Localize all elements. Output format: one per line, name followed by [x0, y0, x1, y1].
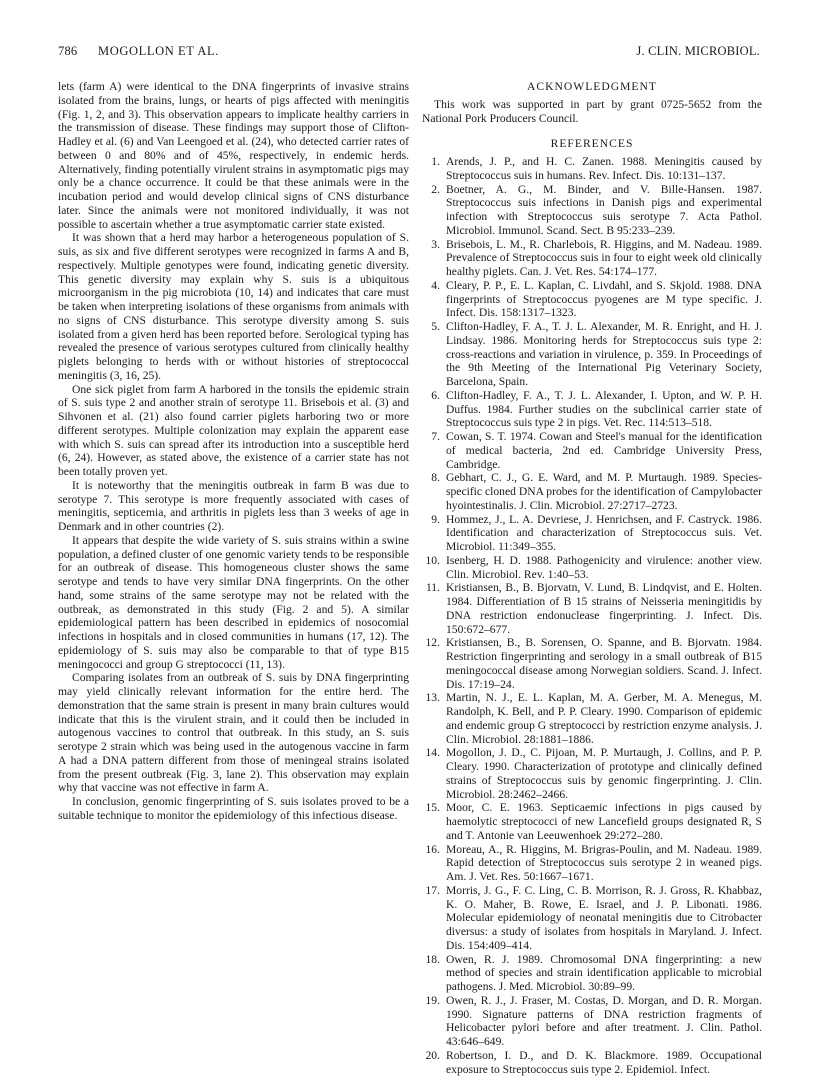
reference-text: Robertson, I. D., and D. K. Blackmore. 1989. Occupational exposure to Streptococcus suis type 2. Epidemiol. Infect. — [446, 1048, 762, 1076]
reference-text: Arends, J. P., and H. C. Zanen. 1988. Meningitis caused by Streptococcus suis in humans. Rev. Infect. Dis. 10:131–137. — [446, 155, 762, 182]
body-paragraph: In conclusion, genomic fingerprinting of S. suis isolates proved to be a suitable technique to monitor the epidemiology of this infectious disease. — [58, 795, 409, 822]
reference-text: Brisebois, L. M., R. Charlebois, R. Higgins, and M. Nadeau. 1989. Prevalence of Streptococcus suis in four to eight week old clinically healthy piglets. Can. J. Vet. Res. 54:174–177. — [446, 237, 762, 278]
reference-item — [422, 884, 762, 953]
reference-item — [422, 636, 762, 691]
left-column — [58, 80, 409, 823]
reference-number: 6. — [431, 388, 440, 402]
reference-text: Cowan, S. T. 1974. Cowan and Steel's manual for the identification of medical bacteria, 2nd ed. Cambridge University Press, Cambridge. — [446, 430, 762, 471]
reference-text: Martin, N. J., E. L. Kaplan, M. A. Gerber, M. A. Menegus, M. Randolph, K. Bell, and P. P. Cleary. 1990. Comparison of epidemic and endemic group G streptococci by restriction enzyme analysis. J. Clin. Microbiol. 28:1881–1886. — [446, 691, 762, 746]
reference-list — [422, 155, 762, 1076]
reference-number: 20. — [425, 1048, 440, 1062]
body-paragraph: One sick piglet from farm A harbored in the tonsils the epidemic strain of S. suis type 2 and another strain of serotype 11. Brisebois et al. (3) and Sihvonen et al. (21) also found carrier piglets harboring two or more different serotypes. Multiple colonization may explain the apparent ease with which S. suis can spread after its introduction into a susceptible herd (6, 24). However, as stated above, the existence of a carrier state has not been totally proven yet. — [58, 382, 409, 478]
reference-item — [422, 554, 762, 582]
reference-number: 3. — [431, 237, 440, 251]
reference-number: 17. — [425, 883, 440, 897]
reference-item — [422, 279, 762, 320]
reference-number: 2. — [431, 182, 440, 196]
reference-item — [422, 843, 762, 884]
acknowledgment-text: This work was supported in part by grant 0725-5652 from the National Pork Producers Council. — [422, 97, 762, 125]
reference-text: Owen, R. J., J. Fraser, M. Costas, D. Morgan, and D. R. Morgan. 1990. Signature patterns of DNA restriction fragments of Helicobacter pylori before and after treatment. J. Clin. Pathol. 43:646–649. — [446, 993, 762, 1048]
reference-number: 15. — [425, 801, 440, 815]
references-heading: REFERENCES — [550, 137, 634, 151]
reference-text: Owen, R. J. 1989. Chromosomal DNA fingerprinting: a new method of species and strain identification applicable to microbial pathogens. J. Med. Microbiol. 30:89–99. — [446, 952, 762, 993]
reference-number: 14. — [425, 746, 440, 760]
body-paragraph: Comparing isolates from an outbreak of S. suis by DNA fingerprinting may yield clinically relevant information for the entire herd. The demonstration that the same strain is present in many brain cultures would indicate that this is the virulent strain, and it could then be included in autogenous vaccines to control that outbreak. In this study, an S. suis serotype 2 strain which was being used in the autogenous vaccine in farm A had a DNA pattern different from those of meningeal strains isolated from the present outbreak (Fig. 3, lane 2). This observation may explain why that vaccine was not effective in farm A. — [58, 671, 409, 795]
page-number: 786 — [58, 44, 78, 58]
reference-number: 4. — [431, 278, 440, 292]
reference-text: Mogollon, J. D., C. Pijoan, M. P. Murtaugh, J. Collins, and P. P. Cleary. 1990. Characterization of prototype and clinically defined strains of Streptococcus suis by genomic fingerprinting. J. Clin. Microbiol. 28:2462–2466. — [446, 746, 762, 801]
reference-text: Isenberg, H. D. 1988. Pathogenicity and virulence: another view. Clin. Microbiol. Rev. 1:40–53. — [446, 553, 762, 581]
body-paragraph: It appears that despite the wide variety of S. suis strains within a swine population, a defined cluster of one genomic variety tends to be responsible for an outbreak of disease. This homogeneous cluster shows the same serotype and tends to have very similar DNA fingerprints. On the other hand, some strains of the same serotype may not be related with the outbreak, as demonstrated in this study (Fig. 2 and 5). A similar epidemiological pattern has been described in epidemics of nosocomial infections in hospitals and in closed communities in humans (17, 12). The epidemiology of S. suis may also be comparable to that of type B15 meningococci and group G streptococci (11, 13). — [58, 533, 409, 671]
reference-number: 1. — [431, 155, 440, 168]
reference-item — [422, 430, 762, 471]
reference-number: 19. — [425, 993, 440, 1007]
reference-text: Hommez, J., L. A. Devriese, J. Henrichsen, and F. Castryck. 1986. Identification and characterization of Streptococcus suis. Vet. Microbiol. 11:349–355. — [446, 512, 762, 553]
reference-text: Clifton-Hadley, F. A., T. J. L. Alexander, M. R. Enright, and H. J. Lindsay. 1986. Monitoring herds for Streptococcus suis type 2: cross-reactions and variation in virulence, p. 359. In Proceedings of the 9th Meeting of the International Pig Veterinary Society, Barcelona, Spain. — [446, 320, 762, 388]
reference-number: 10. — [425, 553, 440, 567]
body-paragraph: It is noteworthy that the meningitis outbreak in farm B was due to serotype 7. This serotype is more frequently associated with cases of meningitis, septicemia, and arthritis in piglets less than 3 weeks of age in Denmark and in other countries (2). — [58, 478, 409, 533]
reference-text: Moor, C. E. 1963. Septicaemic infections in pigs caused by haemolytic streptococci of new Lancefield groups designated R, S and T. Antonie van Leeuwenhoek 29:272–280. — [446, 801, 762, 842]
body-paragraph: It was shown that a herd may harbor a heterogeneous population of S. suis, as six and five different serotypes were recognized in farms A and B, respectively. Multiple genotypes were found, indicating genetic diversity. This genetic diversity may explain why S. suis is a ubiquitous microorganism in the pig microbiota (10, 14) and indicates that care must be taken when interpreting isolations of these organisms from animals with no signs of CNS disturbance. This serotype diversity among S. suis isolated from a given herd has been reported before. Serological typing has revealed the presence of various serotypes cultured from clinically healthy piglets belonging to herds with or without histories of streptococcal meningitis (3, 16, 25). — [58, 231, 409, 382]
acknowledgment-heading: ACKNOWLEDGMENT — [527, 80, 657, 93]
reference-text: Cleary, P. P., E. L. Kaplan, C. Livdahl, and S. Skjold. 1988. DNA fingerprints of Streptococcus pyogenes are M type specific. J. Infect. Dis. 158:1317–1323. — [446, 278, 762, 320]
reference-item — [422, 801, 762, 842]
reference-number: 18. — [425, 952, 440, 966]
reference-item — [422, 994, 762, 1049]
reference-number: 16. — [425, 842, 440, 856]
reference-item — [422, 953, 762, 994]
running-authors: MOGOLLON ET AL. — [98, 44, 219, 58]
reference-text: Clifton-Hadley, F. A., T. J. L. Alexander, I. Upton, and W. P. H. Duffus. 1984. Further studies on the subclinical carrier state of Streptococcus suis type 2 in pigs. Vet. Rec. 114:513–518. — [446, 388, 762, 430]
reference-text: Kristiansen, B., B. Sorensen, O. Spanne, and B. Bjorvatn. 1984. Restriction fingerprinting and serology in a small outbreak of B15 meningococcal disease among Norwegian soldiers. Scand. J. Infect. Dis. 17:19–24. — [446, 636, 762, 691]
reference-text: Boetner, A. G., M. Binder, and V. Bille-Hansen. 1987. Streptococcus suis infections in Danish pigs and experimental infection with Streptococcus suis serotype 7. Acta Pathol. Microbiol. Immunol. Scand. Sect. B 95:233–239. — [446, 182, 762, 237]
reference-item — [422, 183, 762, 238]
reference-item — [422, 1049, 762, 1077]
reference-text: Kristiansen, B., B. Bjorvatn, V. Lund, B. Lindqvist, and E. Holten. 1984. Differentiation of B 15 strains of Neisseria meningitidis by DNA restriction endonuclease fingerprinting. J. Infect. Dis. 150:672–677. — [446, 581, 762, 636]
reference-number: 8. — [431, 471, 440, 485]
reference-number: 11. — [425, 581, 440, 595]
reference-number: 5. — [431, 320, 440, 333]
reference-item — [422, 471, 762, 512]
reference-item — [422, 238, 762, 279]
reference-item — [422, 320, 762, 389]
body-paragraph: lets (farm A) were identical to the DNA fingerprints of invasive strains isolated from the brains, lungs, or hearts of pigs affected with meningitis (Fig. 1, 2, and 3). This observation appears to implicate healthy carriers in the transmission of disease. These findings may support those of Clifton-Hadley et al. (6) and Van Leengoed et al. (24), who detected carrier rates of between 0 and 80% and of 45%, respectively, in endemic herds. Alternatively, finding potentially virulent strains in asymptomatic pigs may only be a chance occurrence. It could be that these animals were in the incubation period and would develop clinical signs of CNS disturbance later. Since the animals were not monitored individually, it was not possible to ascertain whether a true asymptomatic carrier state existed. — [58, 80, 409, 231]
reference-number: 7. — [431, 430, 440, 443]
reference-text: Gebhart, C. J., G. E. Ward, and M. P. Murtaugh. 1989. Species-specific cloned DNA probes for the identification of Campylobacter hyointestinalis. J. Clin. Microbiol. 27:2717–2723. — [446, 471, 762, 512]
reference-item — [422, 155, 762, 183]
reference-number: 9. — [431, 512, 440, 526]
reference-item — [422, 691, 762, 746]
reference-number: 13. — [425, 691, 440, 705]
running-header — [58, 44, 760, 62]
reference-text: Moreau, A., R. Higgins, M. Brigras-Poulin, and M. Nadeau. 1989. Rapid detection of Streptococcus suis serotype 2 in weaned pigs. Am. J. Vet. Res. 50:1667–1671. — [446, 842, 762, 883]
reference-item — [422, 513, 762, 554]
reference-item — [422, 746, 762, 801]
right-column — [422, 80, 762, 1076]
reference-text: Morris, J. G., F. C. Ling, C. B. Morrison, R. J. Gross, R. Khabbaz, K. O. Maher, B. Rowe, E. Israel, and J. P. Libonati. 1986. Molecular epidemiology of neonatal meningitis due to Citrobacter diversus: a study of isolates from hospitals in Maryland. J. Infect. Dis. 154:409–414. — [446, 883, 762, 952]
journal-name: J. CLIN. MICROBIOL. — [636, 44, 760, 58]
reference-number: 12. — [425, 636, 440, 650]
reference-item — [422, 581, 762, 636]
reference-item — [422, 389, 762, 430]
